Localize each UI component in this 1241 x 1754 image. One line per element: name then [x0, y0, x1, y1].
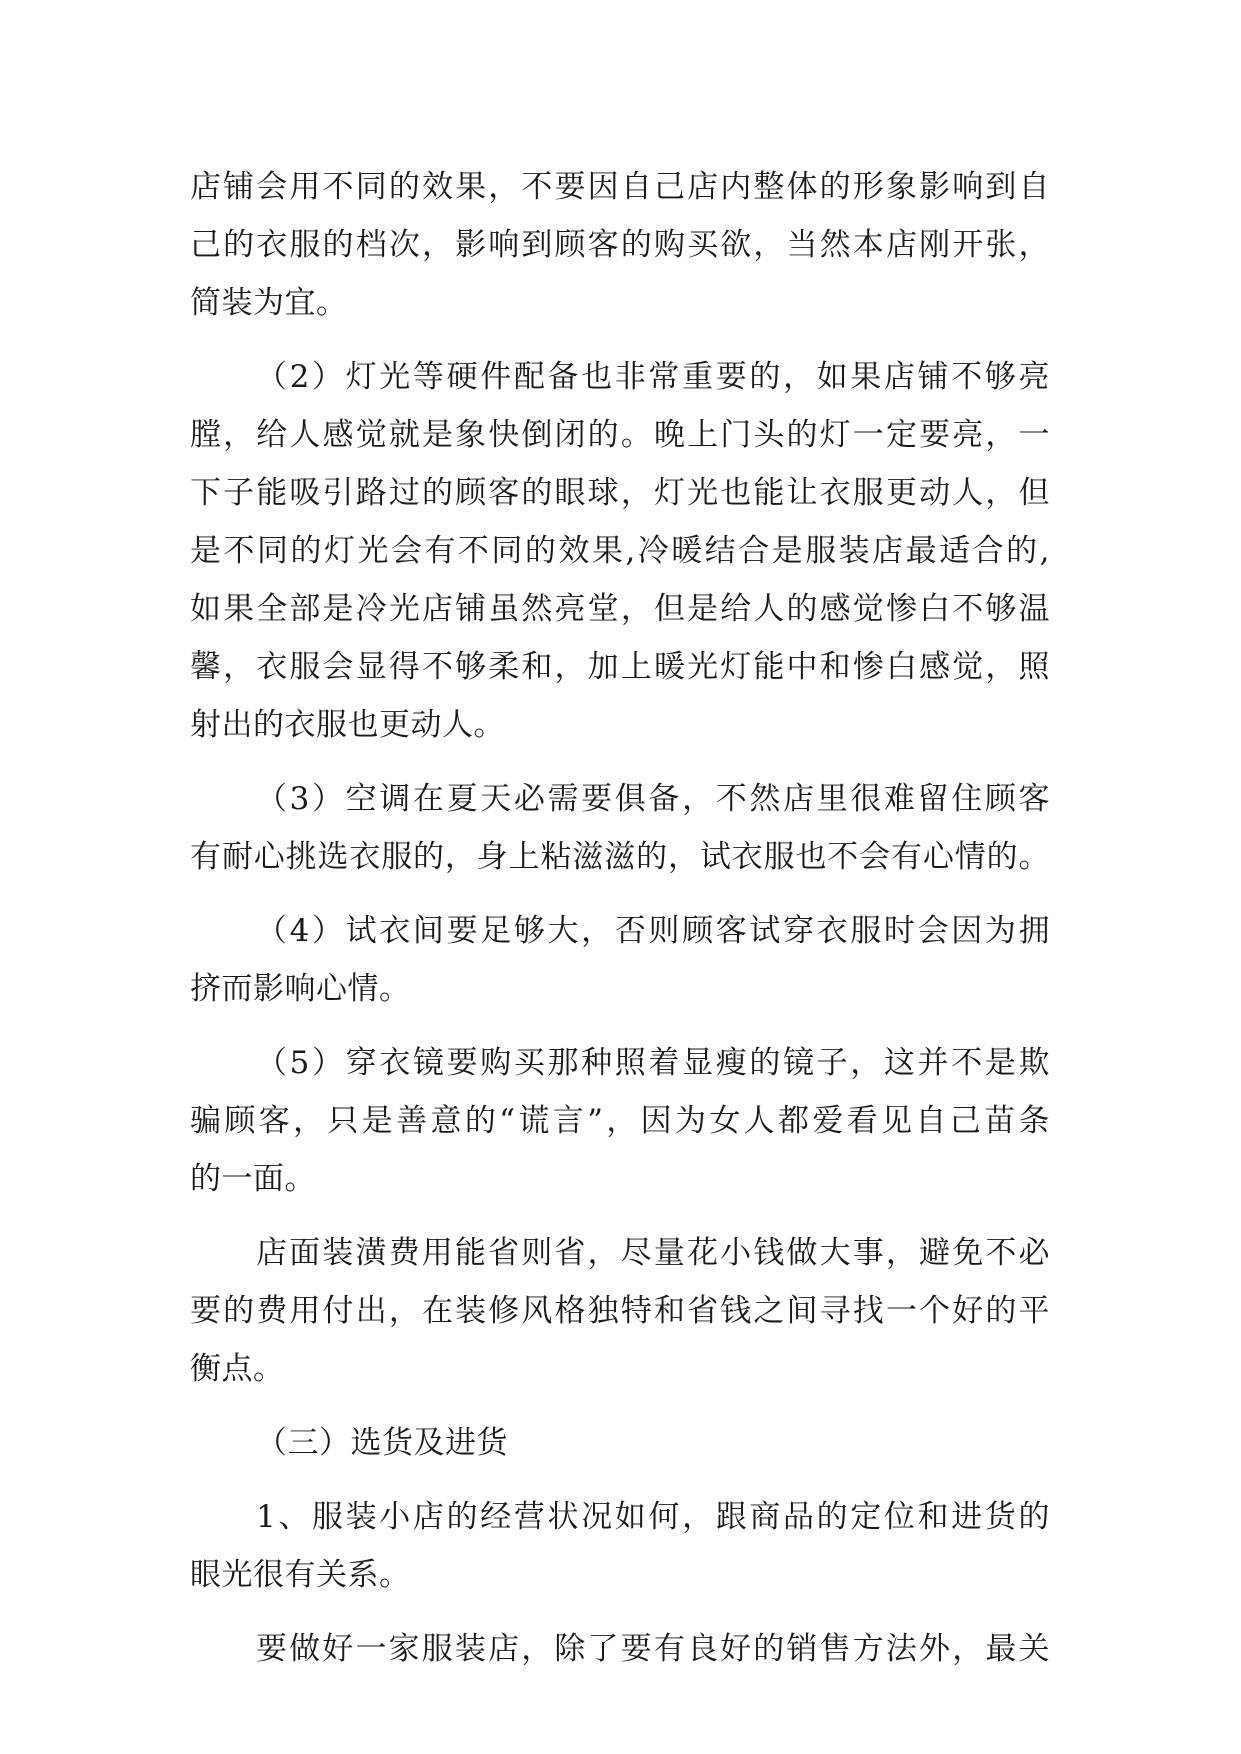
text-line: 有耐心挑选衣服的，身上粘滋滋的，试衣服也不会有心情的。	[190, 839, 1050, 875]
text-line: 骗顾客，只是善意的“谎言”，因为女人都爱看见自己苗条	[190, 1103, 1050, 1139]
text-line: （2）灯光等硬件配备也非常重要的，如果店铺不够亮	[256, 359, 1050, 395]
text-line: 眼光很有关系。	[190, 1557, 411, 1593]
text-line: 射出的衣服也更动人。	[190, 707, 505, 743]
paragraph	[190, 902, 1050, 1018]
text-line: 是不同的灯光会有不同的效果,冷暖结合是服装店最适合的,	[190, 533, 1050, 569]
text-line: 衡点。	[190, 1351, 285, 1387]
text-line: 如果全部是冷光店铺虽然亮堂，但是给人的感觉惨白不够温	[190, 591, 1050, 627]
text-line: 1、服装小店的经营状况如何，跟商品的定位和进货的	[256, 1499, 1050, 1535]
paragraph	[190, 1034, 1050, 1208]
text-line: 的一面。	[190, 1161, 316, 1197]
text-line: 馨，衣服会显得不够柔和，加上暖光灯能中和惨白感觉，照	[190, 649, 1050, 685]
text-line: （4）试衣间要足够大，否则顾客试穿衣服时会因为拥	[256, 913, 1050, 949]
text-line: 己的衣服的档次，影响到顾客的购买欲，当然本店刚开张，	[190, 227, 1050, 263]
paragraph	[190, 1224, 1050, 1398]
paragraph	[190, 770, 1050, 886]
text-line: 下子能吸引路过的顾客的眼球，灯光也能让衣服更动人，但	[190, 475, 1050, 511]
paragraph	[190, 158, 1050, 332]
text-line: 膛，给人感觉就是象快倒闭的。晚上门头的灯一定要亮，一	[190, 417, 1050, 453]
text-line: 店铺会用不同的效果，不要因自己店内整体的形象影响到自	[190, 169, 1050, 205]
text-line: 要的费用付出，在装修风格独特和省钱之间寻找一个好的平	[190, 1293, 1050, 1329]
text-line: 挤而影响心情。	[190, 971, 411, 1007]
section-heading	[190, 1414, 1050, 1472]
paragraph	[190, 1620, 1050, 1678]
paragraph	[190, 348, 1050, 754]
document-body	[190, 158, 1050, 1678]
paragraph	[190, 1488, 1050, 1604]
text-line: 简装为宜。	[190, 285, 348, 321]
text-line: （5）穿衣镜要购买那种照着显瘦的镜子，这并不是欺	[256, 1045, 1050, 1081]
text-line: 店面装潢费用能省则省，尽量花小钱做大事，避免不必	[256, 1235, 1050, 1271]
text-line: （三）选货及进货	[256, 1425, 508, 1461]
text-line: 要做好一家服装店，除了要有良好的销售方法外，最关	[256, 1631, 1050, 1667]
text-line: （3）空调在夏天必需要俱备，不然店里很难留住顾客	[256, 781, 1050, 817]
